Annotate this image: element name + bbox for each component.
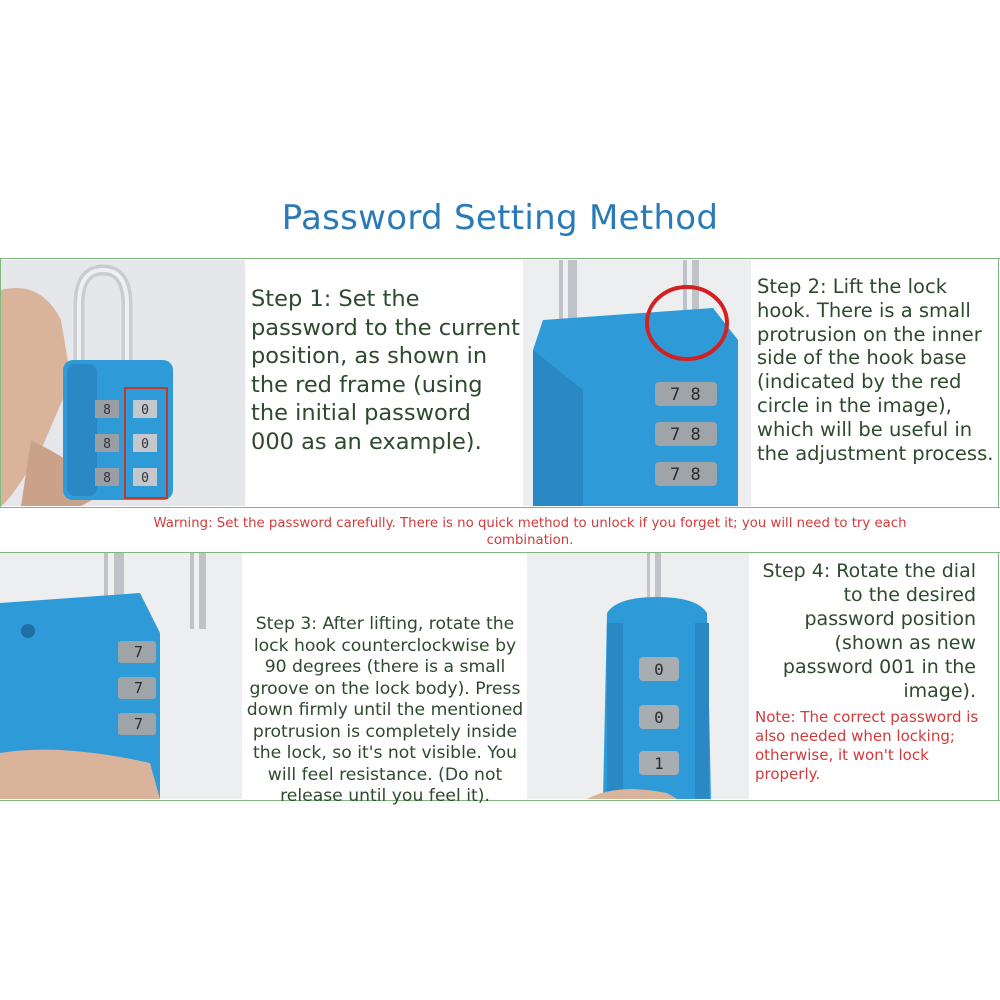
top-row-border-bottom	[0, 507, 1000, 508]
bottom-row-border-right	[998, 552, 999, 800]
photo2-dial-3: 7 8	[670, 465, 701, 485]
top-row-border-right	[998, 258, 999, 508]
step2-photo	[523, 260, 751, 506]
photo3-dial-2: 7	[134, 679, 144, 697]
photo4-dial-3: 1	[654, 754, 664, 773]
step1-photo	[1, 260, 245, 506]
photo1-dial-frame-2: 0	[141, 437, 149, 452]
step4-text: Step 4: Rotate the dial to the desired password position (shown as new password 001 in the image).	[762, 560, 976, 702]
step3-text: Step 3: After lifting, rotate the lock hook counterclockwise by 90 degrees (there is a small groove on the lock body). Press down firmly until the mentioned protrusion is completely inside the lock, so it's not visible. You will feel resistance. (Do not release until you feel it).	[246, 614, 524, 806]
photo1-dial-left-3: 8	[103, 471, 111, 486]
step4-photo	[527, 553, 749, 799]
photo1-dial-left-2: 8	[103, 437, 111, 452]
step4-note: Note: The correct password is also needed when locking; otherwise, it won't lock properly.	[755, 708, 979, 783]
warning-text: Warning: Set the password carefully. There is no quick method to unlock if you forget it; you will need to try each combination.	[153, 516, 907, 548]
photo1-dial-left-1: 8	[103, 403, 111, 418]
photo4-dial-2: 0	[654, 708, 664, 727]
photo3-dial-3: 7	[134, 715, 144, 733]
photo1-dial-frame-3: 0	[141, 471, 149, 486]
photo4-dial-1: 0	[654, 660, 664, 679]
step3-photo	[0, 553, 242, 799]
photo2-dial-1: 7 8	[670, 385, 701, 405]
page-title: Password Setting Method	[281, 198, 719, 238]
photo1-dial-frame-1: 0	[141, 403, 149, 418]
step1-text: Step 1: Set the password to the current position, as shown in the red frame (using the initial password 000 as an example).	[251, 286, 520, 455]
photo3-dial-1: 7	[134, 643, 144, 661]
step2-text: Step 2: Lift the lock hook. There is a small protrusion on the inner side of the hook base (indicated by the red circle in the image), which will be useful in the adjustment process.	[757, 275, 994, 465]
top-row-border-top	[0, 258, 1000, 259]
photo2-dial-2: 7 8	[670, 425, 701, 445]
